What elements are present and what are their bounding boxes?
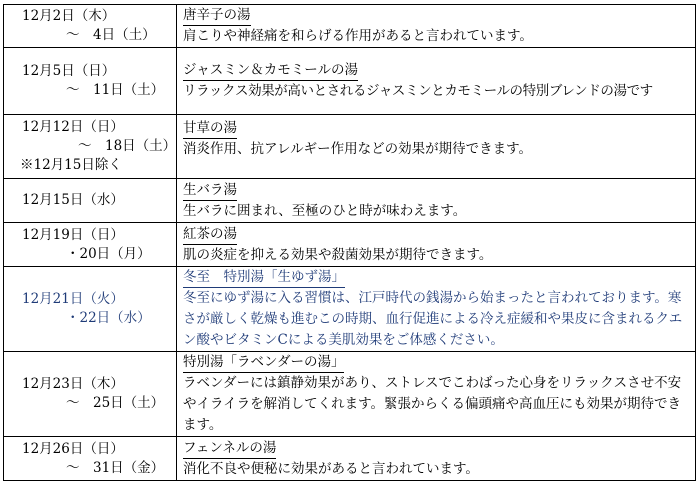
date-line: 12月5日（日） — [22, 63, 116, 79]
date-line: 12月15日（水） — [22, 192, 124, 208]
date-cell — [4, 437, 177, 481]
table-row — [4, 179, 696, 223]
date-line: 12月2日（木） — [22, 8, 116, 24]
date-cell — [4, 115, 177, 179]
schedule-table — [3, 4, 696, 481]
info-cell — [177, 48, 696, 115]
bath-description: 肌の炎症を抑える効果や殺菌効果が期待できます。 — [183, 246, 493, 263]
date-cell — [4, 5, 177, 48]
bath-title: 紅茶の湯 — [183, 225, 237, 245]
info-cell — [177, 223, 696, 267]
bath-title: 唐辛子の湯 — [183, 6, 251, 26]
bath-title: フェンネルの湯 — [183, 439, 276, 459]
info-cell — [177, 5, 696, 48]
date-line: 12月21日（火） — [22, 291, 124, 307]
date-line: ・22日（水） — [66, 310, 151, 326]
bath-title: 特別湯「ラベンダーの湯」 — [183, 353, 344, 373]
bath-description: ラベンダーには鎮静効果があり、ストレスでこわばった心身をリラックスさせ不安やイライラを解消してくれます。緊張からくる偏頭痛や高血圧にも効果が期待できます。 — [183, 375, 682, 433]
info-cell — [177, 352, 696, 437]
bath-description: 消化不良や便秘に効果があると言われています。 — [183, 460, 479, 477]
table-row — [4, 223, 696, 267]
bath-description: リラックス効果が高いとされるジャスミンとカモミールの特別ブレンドの湯です — [183, 83, 653, 99]
date-note: ※12月15日除く — [20, 157, 122, 173]
table-row — [4, 352, 696, 437]
bath-title: 生バラ湯 — [183, 181, 237, 201]
bath-description: 生バラに囲まれ、至極のひと時が味わえます。 — [183, 202, 467, 219]
date-cell — [4, 352, 177, 437]
info-cell — [177, 179, 696, 223]
info-cell — [177, 115, 696, 179]
info-cell — [177, 267, 696, 352]
date-cell — [4, 48, 177, 115]
date-cell — [4, 223, 177, 267]
table-row — [4, 437, 696, 481]
table-row — [4, 267, 696, 352]
date-line: ～ 18日（土） — [78, 138, 177, 154]
date-line: 12月12日（日） — [22, 119, 124, 135]
bath-title: ジャスミン＆カモミールの湯 — [183, 61, 358, 81]
date-line: ～ 11日（土） — [66, 82, 165, 98]
bath-description: 冬至にゆず湯に入る習慣は、江戸時代の銭湯から始まったと言われております。寒さが厳しく乾燥も進むこの時期、血行促進による冷え症緩和や果皮に含まれるクエン酸やビタミンCによる美肌効果をご体感ください。 — [183, 290, 683, 348]
date-line: ～ 31日（金） — [66, 459, 165, 476]
date-line: 12月26日（日） — [22, 440, 124, 457]
bath-title: 冬至 特別湯「生ゆず湯」 — [183, 268, 345, 288]
bath-description: 肩こりや神経痛を和らげる作用があると言われています。 — [183, 28, 533, 44]
date-line: ・20日（月） — [66, 245, 151, 262]
date-line: 12月23日（木） — [22, 376, 124, 392]
info-cell — [177, 437, 696, 481]
bath-title: 甘草の湯 — [183, 119, 237, 139]
date-cell — [4, 267, 177, 352]
date-line: ～ 25日（土） — [66, 395, 165, 411]
bath-description: 消炎作用、抗アレルギー作用などの効果が期待できます。 — [183, 141, 533, 157]
date-line: ～ 4日（土） — [66, 27, 156, 43]
table-row — [4, 115, 696, 179]
table-row — [4, 5, 696, 48]
date-line: 12月19日（日） — [22, 226, 124, 243]
table-row — [4, 48, 696, 115]
date-cell — [4, 179, 177, 223]
